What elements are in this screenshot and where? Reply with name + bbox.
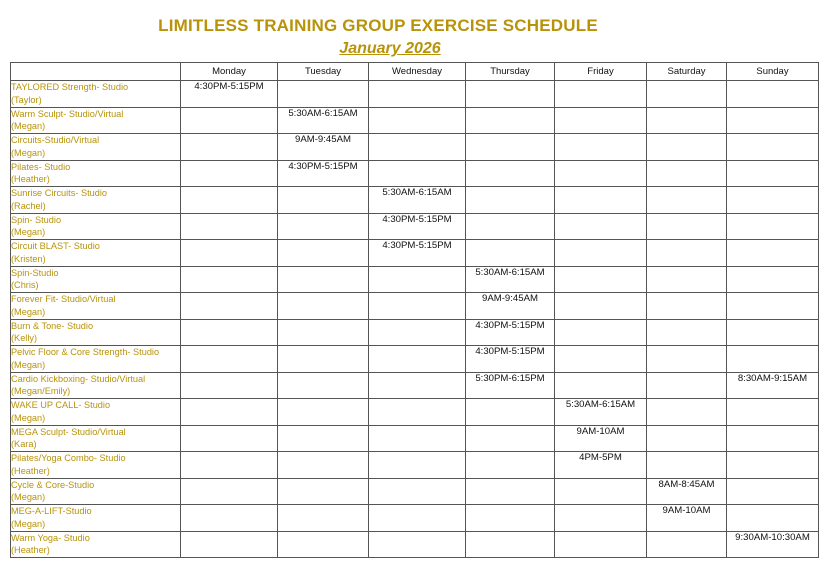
- time-cell: [727, 213, 819, 240]
- class-name: Cardio Kickboxing- Studio/Virtual: [11, 373, 146, 384]
- header-row: [11, 63, 819, 81]
- table-row: [11, 319, 819, 346]
- time-cell: [727, 240, 819, 267]
- time-cell: [181, 425, 278, 452]
- time-cell: [466, 425, 555, 452]
- time-cell: [181, 505, 278, 532]
- time-cell: [278, 531, 369, 558]
- time-cell: [727, 187, 819, 214]
- time-cell: [278, 240, 369, 267]
- time-cell: 9AM-9:45AM: [278, 134, 369, 161]
- time-cell: 9:30AM-10:30AM: [727, 531, 819, 558]
- schedule-month: January 2026: [339, 40, 441, 57]
- time-cell: [278, 452, 369, 479]
- time-cell: [369, 346, 466, 373]
- class-cell: [11, 399, 181, 426]
- time-cell: [555, 531, 647, 558]
- day-header-sunday: Sunday: [727, 63, 819, 81]
- instructor-name: (Heather): [11, 545, 50, 555]
- time-cell: [181, 160, 278, 187]
- class-cell: [11, 346, 181, 373]
- class-name: Pelvic Floor & Core Strength- Studio: [11, 347, 160, 357]
- class-name: Burn & Tone- Studio: [11, 320, 94, 331]
- time-cell: [369, 531, 466, 558]
- day-header-monday: Monday: [181, 63, 278, 81]
- table-row: [11, 187, 819, 214]
- time-cell: 4PM-5PM: [555, 452, 647, 479]
- time-cell: [369, 505, 466, 532]
- time-cell: [727, 293, 819, 320]
- time-cell: [181, 213, 278, 240]
- time-cell: [181, 266, 278, 293]
- time-cell: [647, 134, 727, 161]
- instructor-name: (Megan): [11, 492, 46, 502]
- class-name: Pilates/Yoga Combo- Studio: [11, 453, 126, 463]
- time-cell: [647, 319, 727, 346]
- time-cell: [555, 240, 647, 267]
- class-cell: [11, 452, 181, 479]
- time-cell: [647, 372, 727, 399]
- time-cell: [278, 478, 369, 505]
- class-name: TAYLORED Strength- Studio: [11, 82, 129, 92]
- table-row: [11, 531, 819, 558]
- class-name: MEG-A-LIFT-Studio: [11, 506, 92, 516]
- time-cell: [555, 319, 647, 346]
- class-cell: [11, 531, 181, 558]
- time-cell: [647, 425, 727, 452]
- time-cell: 5:30AM-6:15AM: [555, 399, 647, 426]
- time-cell: [278, 293, 369, 320]
- time-cell: [181, 240, 278, 267]
- time-cell: [647, 240, 727, 267]
- time-cell: [466, 478, 555, 505]
- time-cell: [727, 478, 819, 505]
- class-name: Circuits-Studio/Virtual: [11, 135, 100, 145]
- class-name: Warm Sculpt- Studio/Virtual: [11, 108, 124, 119]
- time-cell: [555, 372, 647, 399]
- time-cell: [727, 346, 819, 373]
- day-header-wednesday: Wednesday: [369, 63, 466, 81]
- instructor-name: (Megan): [11, 306, 46, 317]
- time-cell: [647, 213, 727, 240]
- class-cell: [11, 319, 181, 346]
- time-cell: [369, 399, 466, 426]
- time-cell: [181, 399, 278, 426]
- time-cell: [181, 478, 278, 505]
- class-name: MEGA Sculpt- Studio/Virtual: [11, 426, 126, 437]
- time-cell: [555, 505, 647, 532]
- time-cell: [278, 213, 369, 240]
- class-cell: [11, 266, 181, 293]
- time-cell: [727, 505, 819, 532]
- time-cell: [466, 81, 555, 108]
- time-cell: 9AM-9:45AM: [466, 293, 555, 320]
- time-cell: [555, 160, 647, 187]
- time-cell: 4:30PM-5:15PM: [466, 346, 555, 373]
- time-cell: 5:30PM-6:15PM: [466, 372, 555, 399]
- time-cell: [181, 134, 278, 161]
- time-cell: [647, 399, 727, 426]
- day-header-friday: Friday: [555, 63, 647, 81]
- class-cell: [11, 478, 181, 505]
- class-name: Warm Yoga- Studio: [11, 532, 90, 543]
- time-cell: [278, 266, 369, 293]
- time-cell: [555, 293, 647, 320]
- time-cell: [369, 372, 466, 399]
- class-name: Forever Fit- Studio/Virtual: [11, 294, 116, 304]
- time-cell: [369, 425, 466, 452]
- time-cell: 5:30AM-6:15AM: [278, 107, 369, 134]
- time-cell: 5:30AM-6:15AM: [466, 266, 555, 293]
- class-column-header: [11, 63, 181, 81]
- time-cell: [727, 160, 819, 187]
- table-row: [11, 505, 819, 532]
- time-cell: 5:30AM-6:15AM: [369, 187, 466, 214]
- class-cell: [11, 425, 181, 452]
- time-cell: 4:30PM-5:15PM: [369, 240, 466, 267]
- schedule-table: [10, 62, 819, 558]
- class-name: Sunrise Circuits- Studio: [11, 188, 107, 198]
- time-cell: [647, 531, 727, 558]
- time-cell: 4:30PM-5:15PM: [181, 81, 278, 108]
- time-cell: [466, 240, 555, 267]
- time-cell: [466, 187, 555, 214]
- time-cell: [647, 160, 727, 187]
- time-cell: [181, 372, 278, 399]
- table-row: [11, 425, 819, 452]
- table-row: [11, 372, 819, 399]
- time-cell: [278, 399, 369, 426]
- instructor-name: (Rachel): [11, 200, 46, 211]
- time-cell: [369, 107, 466, 134]
- time-cell: [647, 187, 727, 214]
- instructor-name: (Kristen): [11, 253, 46, 264]
- table-row: [11, 107, 819, 134]
- time-cell: [727, 134, 819, 161]
- instructor-name: (Megan): [11, 121, 46, 131]
- instructor-name: (Megan): [11, 518, 46, 529]
- table-row: [11, 134, 819, 161]
- day-header-tuesday: Tuesday: [278, 63, 369, 81]
- instructor-name: (Heather): [11, 465, 50, 476]
- table-row: [11, 346, 819, 373]
- class-cell: [11, 160, 181, 187]
- time-cell: [181, 187, 278, 214]
- instructor-name: (Chris): [11, 280, 39, 290]
- class-name: Spin-Studio: [11, 267, 59, 278]
- class-cell: [11, 107, 181, 134]
- instructor-name: (Kelly): [11, 333, 38, 343]
- class-name: Pilates- Studio: [11, 161, 71, 172]
- time-cell: [647, 452, 727, 479]
- time-cell: [727, 399, 819, 426]
- schedule-body: [11, 81, 819, 558]
- time-cell: [278, 319, 369, 346]
- time-cell: [181, 293, 278, 320]
- time-cell: [647, 81, 727, 108]
- time-cell: [181, 452, 278, 479]
- time-cell: [278, 372, 369, 399]
- time-cell: [278, 187, 369, 214]
- table-row: [11, 266, 819, 293]
- class-cell: [11, 240, 181, 267]
- time-cell: 4:30PM-5:15PM: [466, 319, 555, 346]
- time-cell: [727, 81, 819, 108]
- time-cell: 8AM-8:45AM: [647, 478, 727, 505]
- time-cell: [647, 266, 727, 293]
- class-name: Circuit BLAST- Studio: [11, 241, 100, 251]
- class-cell: [11, 293, 181, 320]
- time-cell: [466, 531, 555, 558]
- class-cell: [11, 81, 181, 108]
- class-name: Spin- Studio: [11, 214, 62, 225]
- table-row: [11, 213, 819, 240]
- time-cell: [181, 319, 278, 346]
- time-cell: [555, 478, 647, 505]
- time-cell: [369, 293, 466, 320]
- time-cell: [466, 107, 555, 134]
- table-row: [11, 293, 819, 320]
- instructor-name: (Kara): [11, 439, 37, 449]
- instructor-name: (Heather): [11, 174, 50, 184]
- instructor-name: (Megan): [11, 227, 46, 237]
- time-cell: [727, 107, 819, 134]
- time-cell: [555, 266, 647, 293]
- time-cell: 4:30PM-5:15PM: [369, 213, 466, 240]
- time-cell: [181, 346, 278, 373]
- time-cell: [369, 134, 466, 161]
- time-cell: [555, 213, 647, 240]
- time-cell: [181, 531, 278, 558]
- time-cell: [727, 319, 819, 346]
- time-cell: [369, 81, 466, 108]
- day-header-thursday: Thursday: [466, 63, 555, 81]
- time-cell: [466, 134, 555, 161]
- table-row: [11, 81, 819, 108]
- class-cell: [11, 187, 181, 214]
- class-cell: [11, 372, 181, 399]
- instructor-name: (Megan): [11, 147, 46, 158]
- time-cell: [369, 266, 466, 293]
- time-cell: [727, 452, 819, 479]
- class-cell: [11, 213, 181, 240]
- time-cell: [727, 266, 819, 293]
- time-cell: [278, 81, 369, 108]
- time-cell: 9AM-10AM: [555, 425, 647, 452]
- table-row: [11, 240, 819, 267]
- time-cell: [466, 160, 555, 187]
- table-row: [11, 399, 819, 426]
- time-cell: [555, 187, 647, 214]
- instructor-name: (Megan): [11, 359, 46, 370]
- time-cell: [555, 107, 647, 134]
- time-cell: [278, 425, 369, 452]
- time-cell: [466, 213, 555, 240]
- class-cell: [11, 505, 181, 532]
- time-cell: [369, 478, 466, 505]
- time-cell: [278, 505, 369, 532]
- time-cell: [555, 346, 647, 373]
- time-cell: [369, 452, 466, 479]
- time-cell: [647, 346, 727, 373]
- class-name: Cycle & Core-Studio: [11, 479, 95, 490]
- schedule-title: LIMITLESS TRAINING GROUP EXERCISE SCHEDULE: [158, 16, 598, 35]
- instructor-name: (Megan): [11, 412, 46, 423]
- time-cell: [466, 505, 555, 532]
- table-row: [11, 160, 819, 187]
- table-row: [11, 478, 819, 505]
- time-cell: 8:30AM-9:15AM: [727, 372, 819, 399]
- time-cell: [555, 81, 647, 108]
- time-cell: [369, 160, 466, 187]
- time-cell: [647, 293, 727, 320]
- time-cell: [278, 346, 369, 373]
- instructor-name: (Megan/Emily): [11, 386, 71, 396]
- time-cell: 9AM-10AM: [647, 505, 727, 532]
- day-header-saturday: Saturday: [647, 63, 727, 81]
- time-cell: [555, 134, 647, 161]
- time-cell: [369, 319, 466, 346]
- time-cell: [727, 425, 819, 452]
- time-cell: [466, 452, 555, 479]
- class-name: WAKE UP CALL- Studio: [11, 400, 111, 410]
- time-cell: [181, 107, 278, 134]
- time-cell: 4:30PM-5:15PM: [278, 160, 369, 187]
- time-cell: [647, 107, 727, 134]
- table-row: [11, 452, 819, 479]
- instructor-name: (Taylor): [11, 94, 42, 105]
- time-cell: [466, 399, 555, 426]
- class-cell: [11, 134, 181, 161]
